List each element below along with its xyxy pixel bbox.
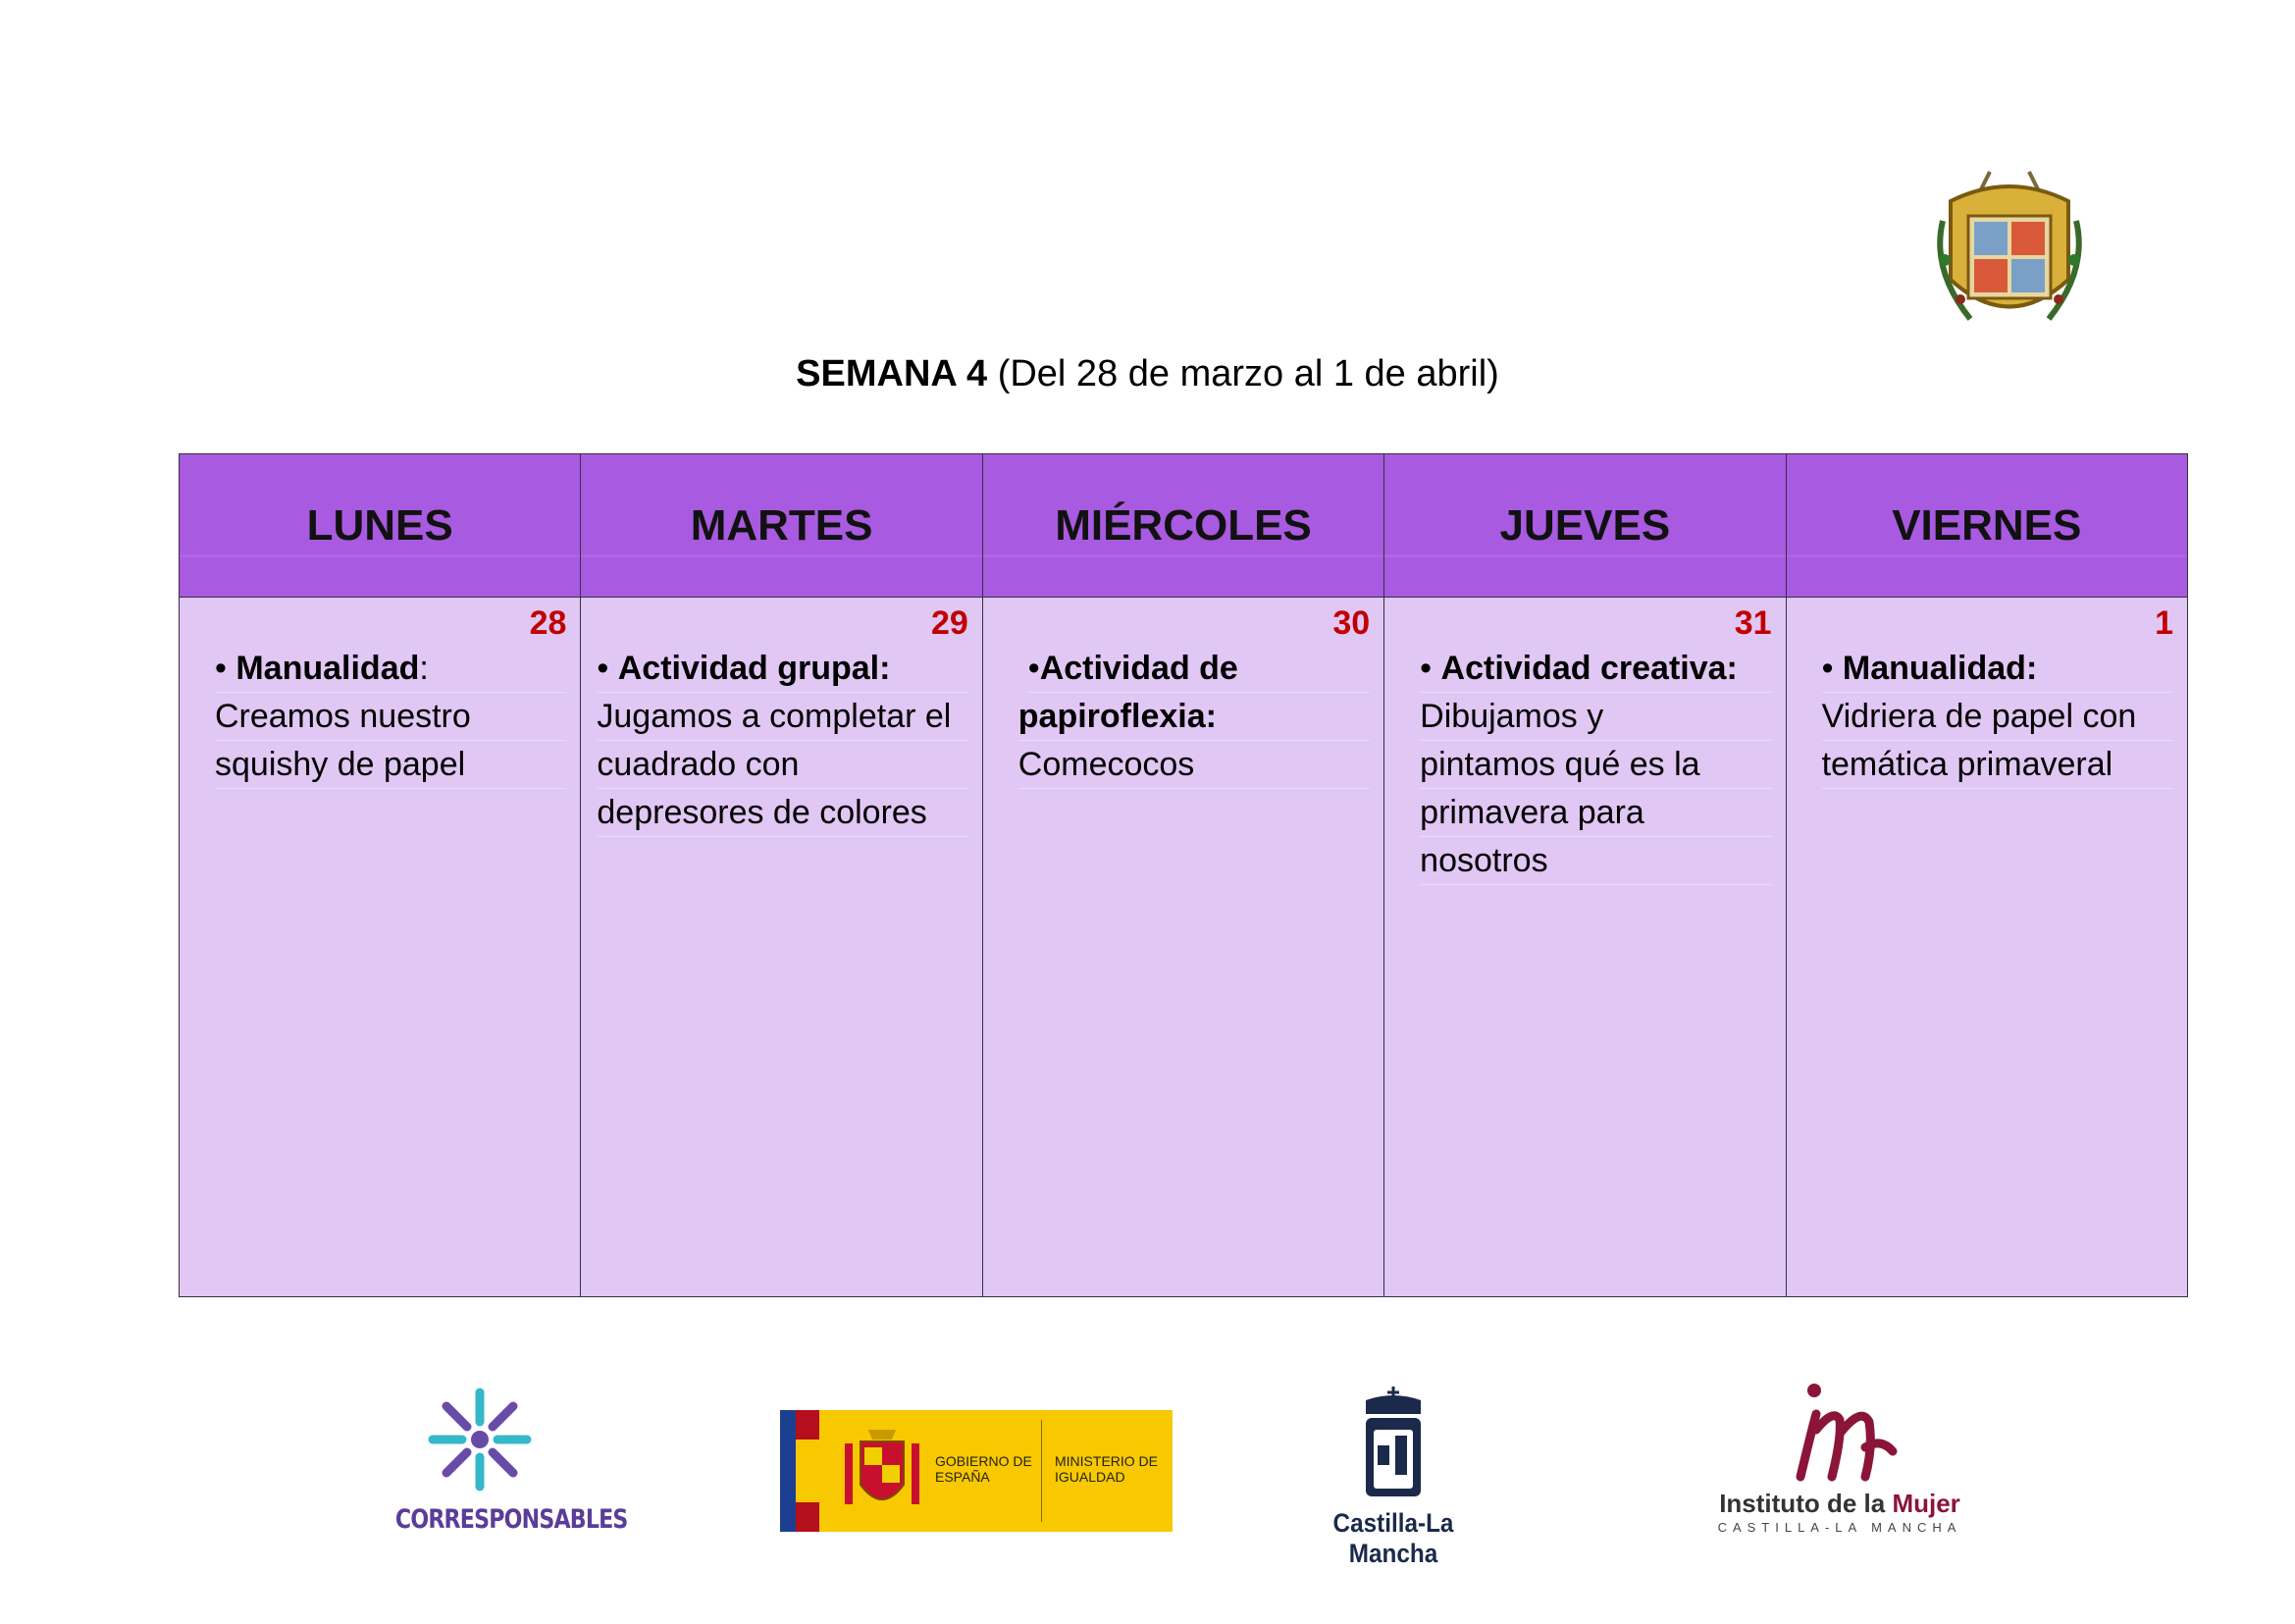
label-colon: : <box>419 650 429 687</box>
castilla-la-mancha-logo <box>1295 1387 1491 1568</box>
table-row <box>180 598 2188 1297</box>
castilla-text: Castilla-La Mancha <box>1332 1508 1454 1568</box>
bullet: • <box>1420 650 1441 687</box>
activity-line: pintamos qué es la <box>1420 741 1771 789</box>
activity <box>1822 645 2173 789</box>
header-jueves: JUEVES <box>1384 454 1786 598</box>
title-range: (Del 28 de marzo al 1 de abril) <box>987 353 1499 394</box>
activity-line: depresores de colores <box>597 789 967 837</box>
activity-line: cuadrado con <box>597 741 967 789</box>
cell-lunes <box>180 598 581 1297</box>
day-number: 30 <box>1332 604 1371 642</box>
bullet: • <box>1821 650 1843 687</box>
activity <box>1420 645 1771 885</box>
activity-line: squishy de papel <box>215 741 566 789</box>
im-letter-icon <box>1771 1379 1908 1485</box>
cell-miercoles <box>982 598 1383 1297</box>
ministerio-text: MINISTERIO DE IGUALDAD <box>1055 1453 1159 1485</box>
corresponsables-text: CORRESPONSABLES <box>394 1504 628 1535</box>
bullet: • <box>1027 650 1040 687</box>
header-miercoles: MIÉRCOLES <box>982 454 1383 598</box>
instituto-mujer-logo <box>1702 1379 1977 1536</box>
activity-line: Vidriera de papel con <box>1822 693 2173 741</box>
title-week: SEMANA 4 <box>796 353 988 394</box>
activity-line: Jugamos a completar el <box>597 693 967 741</box>
activity-label: Manualidad <box>235 650 420 687</box>
gobierno-espana-logo <box>780 1410 1173 1532</box>
clm-shield-icon <box>1354 1387 1433 1502</box>
instituto-text: Instituto de la Mujer <box>1719 1489 1960 1518</box>
day-number: 28 <box>529 604 567 642</box>
corresponsables-star-icon <box>377 1379 583 1496</box>
day-number: 31 <box>1734 604 1772 642</box>
activity-line: primavera para <box>1420 789 1771 837</box>
cell-jueves <box>1384 598 1786 1297</box>
header-lunes: LUNES <box>180 454 581 598</box>
activity-label: Actividad grupal: <box>617 650 891 687</box>
activity-line: temática primaveral <box>1822 741 2173 789</box>
municipal-crest-icon <box>1931 162 2088 342</box>
table-header-row <box>180 454 2188 598</box>
day-number: 1 <box>2155 604 2173 642</box>
activity-label: Actividad creativa: <box>1440 650 1738 687</box>
bullet: • <box>597 650 618 687</box>
cell-viernes <box>1786 598 2187 1297</box>
activity-line: Creamos nuestro <box>215 693 566 741</box>
activity <box>597 645 967 837</box>
bullet: • <box>215 650 236 687</box>
corresponsables-logo <box>377 1379 628 1544</box>
activity-label: Manualidad: <box>1842 650 2038 687</box>
header-viernes: VIERNES <box>1786 454 2187 598</box>
gobierno-text: GOBIERNO DE ESPAÑA <box>935 1453 1032 1485</box>
activity-line: Comecocos <box>1018 741 1370 789</box>
activity-line: nosotros <box>1420 837 1771 885</box>
header-martes: MARTES <box>581 454 982 598</box>
activity <box>215 645 566 789</box>
activity-line: Dibujamos y <box>1420 693 1771 741</box>
activity <box>1017 645 1370 789</box>
day-number: 29 <box>930 604 968 642</box>
eu-spain-flag-icon <box>780 1410 819 1532</box>
cell-martes <box>581 598 982 1297</box>
spain-coat-of-arms-icon <box>839 1424 925 1518</box>
activity-label: Actividad de <box>1039 650 1238 687</box>
footer-logos <box>0 1379 2295 1568</box>
activity-label-cont: papiroflexia: <box>1017 698 1217 735</box>
page-title <box>0 349 2295 398</box>
instituto-sub-text: CASTILLA-LA MANCHA <box>1717 1520 1962 1535</box>
weekly-schedule-table <box>179 453 2188 1297</box>
